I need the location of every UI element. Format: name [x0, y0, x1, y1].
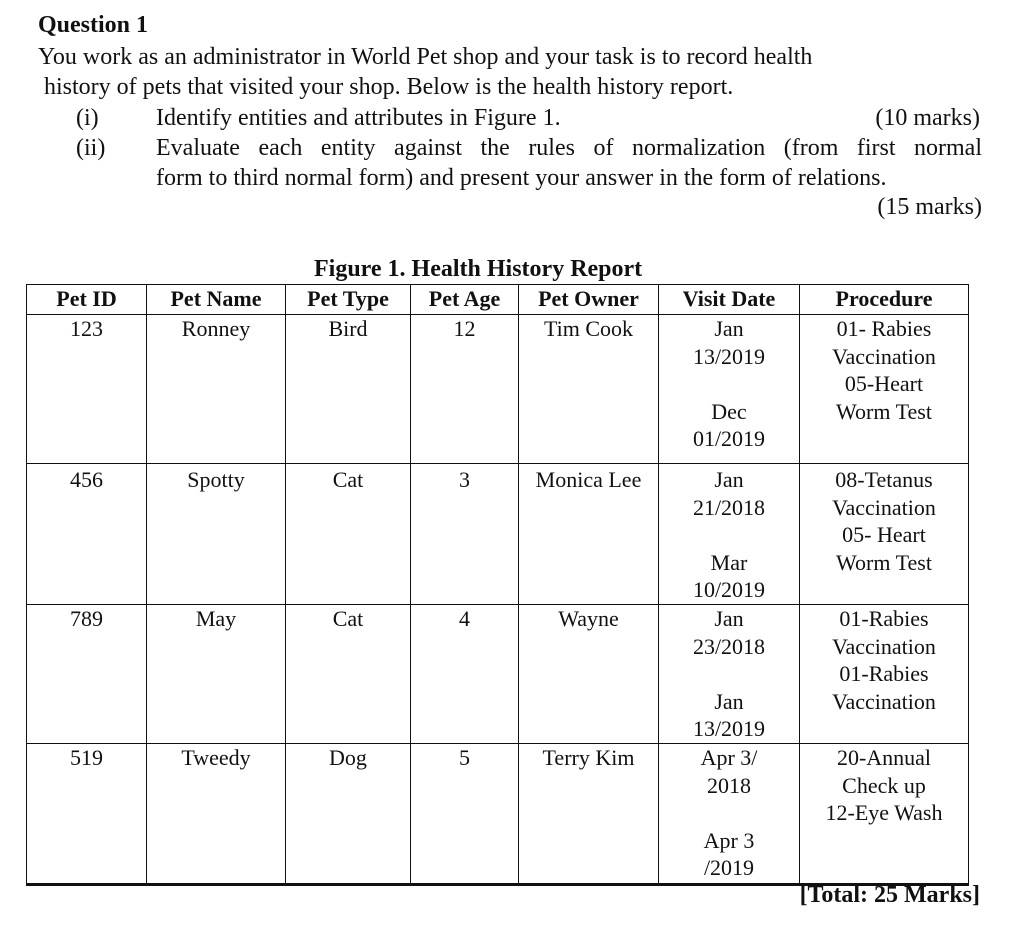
cell-pet-age: 12: [411, 315, 519, 464]
procedure-1-b: Vaccination: [832, 343, 936, 369]
item-text-line-1: Evaluate each entity against the rules of normalization (from first normal: [156, 135, 982, 161]
table-row: [27, 464, 969, 605]
procedure-2-a: 05- Heart: [842, 522, 926, 547]
visit-1-a: Jan: [714, 606, 744, 631]
visit-1-b: 13/2019: [692, 343, 766, 369]
procedure-2-a: 05-Heart: [844, 371, 924, 396]
visit-1-b: 21/2018: [692, 494, 766, 520]
visit-2-a: Dec: [711, 398, 747, 424]
header-pet-type: Pet Type: [286, 285, 411, 315]
table-row: [27, 605, 969, 744]
cell-procedure: [800, 744, 969, 885]
header-pet-id: Pet ID: [27, 285, 147, 315]
item-text: Identify entities and attributes in Figure 1.: [156, 105, 561, 131]
intro-line-2: history of pets that visited your shop. Below is the health history report.: [44, 74, 734, 100]
cell-visit-date: [659, 464, 800, 605]
visit-1-b: 23/2018: [692, 633, 766, 659]
cell-pet-name: Spotty: [147, 464, 286, 605]
procedure-2-b: Vaccination: [832, 688, 936, 714]
cell-visit-date: [659, 744, 800, 885]
cell-pet-id: 123: [27, 315, 147, 464]
header-visit-date: Visit Date: [659, 285, 800, 315]
cell-procedure: [800, 605, 969, 744]
cell-pet-id: 789: [27, 605, 147, 744]
cell-pet-owner: Terry Kim: [519, 744, 659, 885]
visit-1-a: Jan: [714, 316, 744, 341]
question-title: Question 1: [38, 12, 149, 38]
table-row: [27, 744, 969, 885]
cell-pet-name: Ronney: [147, 315, 286, 464]
cell-pet-age: 3: [411, 464, 519, 605]
cell-pet-owner: Wayne: [519, 605, 659, 744]
visit-2-b: 13/2019: [692, 716, 766, 741]
procedure-1-b: Vaccination: [832, 494, 936, 520]
cell-pet-age: 4: [411, 605, 519, 744]
header-procedure: Procedure: [800, 285, 969, 315]
cell-pet-type: Cat: [286, 464, 411, 605]
total-marks: [Total: 25 Marks]: [799, 882, 980, 908]
cell-pet-age: 5: [411, 744, 519, 885]
visit-2-b: 10/2019: [692, 577, 766, 602]
table-header-row: [27, 285, 969, 315]
procedure-2-b: Worm Test: [836, 549, 932, 575]
item-marks: (10 marks): [875, 105, 980, 131]
cell-pet-name: Tweedy: [147, 744, 286, 885]
procedure-2-a: 12-Eye Wash: [825, 800, 943, 825]
question-intro: [38, 42, 983, 102]
cell-visit-date: [659, 315, 800, 464]
cell-pet-type: Bird: [286, 315, 411, 464]
visit-1-a: Jan: [714, 467, 744, 492]
cell-visit-date: [659, 605, 800, 744]
procedure-2-a: 01-Rabies: [839, 661, 929, 686]
procedure-1-a: 20-Annual: [836, 745, 932, 770]
cell-pet-id: 519: [27, 744, 147, 885]
cell-pet-owner: Monica Lee: [519, 464, 659, 605]
header-pet-age: Pet Age: [411, 285, 519, 315]
health-history-table: [26, 284, 969, 886]
visit-2-a: Apr 3: [703, 827, 755, 853]
procedure-1-b: Check up: [842, 772, 926, 798]
item-number: (i): [76, 105, 99, 131]
cell-pet-type: Cat: [286, 605, 411, 744]
procedure-1-b: Vaccination: [832, 633, 936, 659]
header-pet-name: Pet Name: [147, 285, 286, 315]
intro-line-1: You work as an administrator in World Pet shop and your task is to record health: [38, 44, 813, 70]
cell-pet-id: 456: [27, 464, 147, 605]
cell-procedure: [800, 315, 969, 464]
visit-2-a: Mar: [710, 549, 748, 575]
table-row: [27, 315, 969, 464]
procedure-2-b: Worm Test: [836, 398, 932, 424]
visit-1-b: 2018: [707, 772, 751, 798]
cell-pet-type: Dog: [286, 744, 411, 885]
procedure-1-a: 01- Rabies: [836, 316, 932, 341]
visit-2-a: Jan: [714, 688, 744, 714]
item-text-line-2: form to third normal form) and present your answer in the form of relations.: [156, 165, 887, 191]
cell-procedure: [800, 464, 969, 605]
cell-pet-name: May: [147, 605, 286, 744]
visit-2-b: 01/2019: [692, 426, 766, 451]
visit-1-a: Apr 3/: [700, 745, 758, 770]
cell-pet-owner: Tim Cook: [519, 315, 659, 464]
figure-caption: Figure 1. Health History Report: [314, 256, 643, 282]
item-marks: (15 marks): [877, 194, 982, 220]
visit-2-b: /2019: [703, 855, 755, 880]
procedure-1-a: 08-Tetanus: [835, 467, 933, 492]
item-number: (ii): [76, 135, 106, 161]
procedure-1-a: 01-Rabies: [839, 606, 929, 631]
header-pet-owner: Pet Owner: [519, 285, 659, 315]
